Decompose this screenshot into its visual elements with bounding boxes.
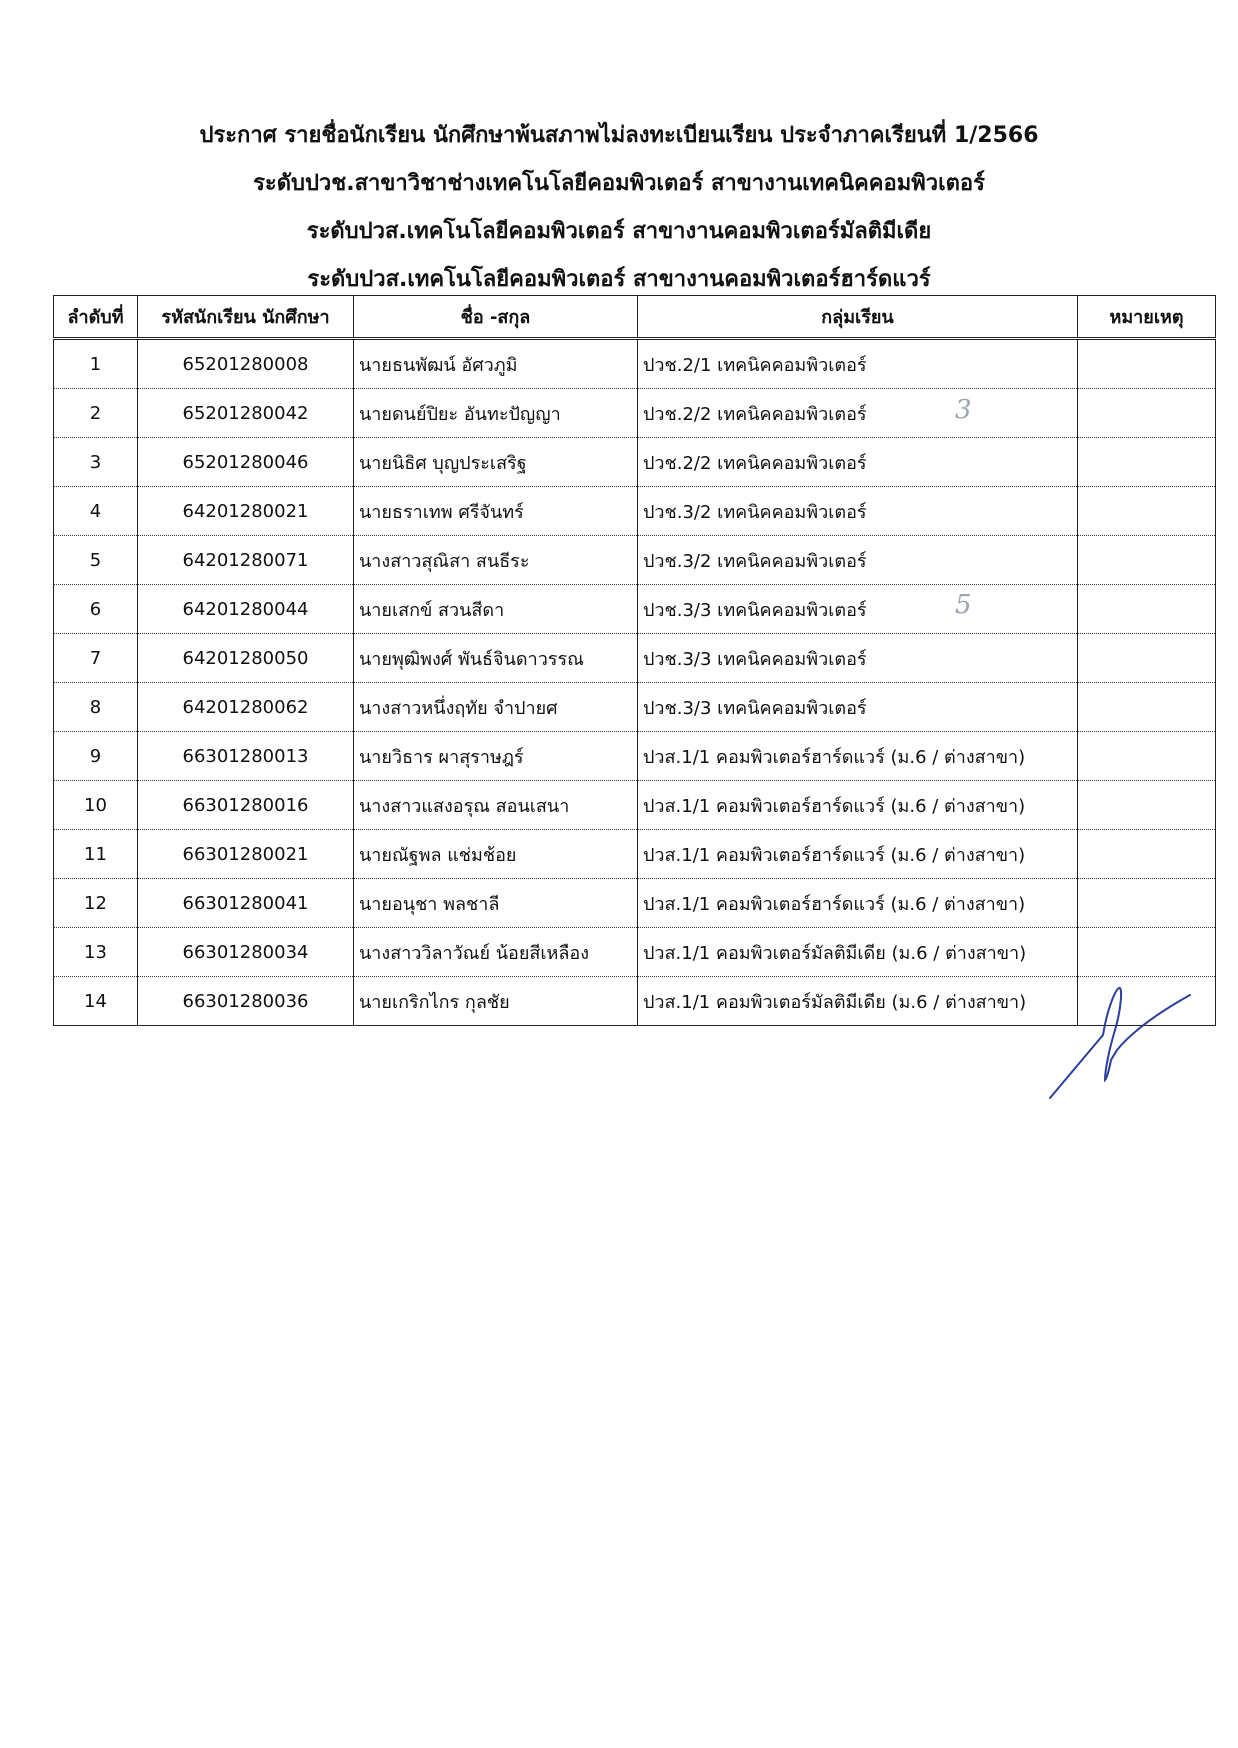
row-student-id: 66301280016 [138,781,354,830]
row-student-id: 64201280044 [138,585,354,634]
col-header-group: กลุ่มเรียน [638,296,1078,339]
row-class-group: ปวช.3/2 เทคนิคคอมพิวเตอร์ [638,536,1078,585]
pencil-mark: 5 [955,590,972,620]
row-student-id: 66301280041 [138,879,354,928]
subtitle-diploma-multimedia: ระดับปวส.เทคโนโลยีคอมพิวเตอร์ สาขางานคอมพิวเตอร์มัลติมีเดีย [306,219,932,244]
row-class-group: ปวส.1/1 คอมพิวเตอร์มัลติมีเดีย (ม.6 / ต่างสาขา) [638,977,1078,1026]
row-student-name: นางสาวหนึ่งฤทัย จำปายศ [354,683,638,732]
row-student-name: นายนิธิศ บุญประเสริฐ [354,438,638,487]
table-body [54,339,1216,1026]
row-student-id: 64201280050 [138,634,354,683]
table-row [54,339,1216,389]
table-row [54,977,1216,1026]
row-student-id: 66301280036 [138,977,354,1026]
row-order: 6 [54,585,138,634]
row-student-id: 64201280062 [138,683,354,732]
signature [1045,980,1195,1100]
row-class-group: ปวส.1/1 คอมพิวเตอร์ฮาร์ดแวร์ (ม.6 / ต่างสาขา) [638,732,1078,781]
row-class-group: ปวช.3/2 เทคนิคคอมพิวเตอร์ [638,487,1078,536]
row-order: 12 [54,879,138,928]
row-student-name: นางสาวแสงอรุณ สอนเสนา [354,781,638,830]
row-order: 3 [54,438,138,487]
row-student-id: 65201280046 [138,438,354,487]
row-student-id: 66301280013 [138,732,354,781]
row-student-name: นายอนุชา พลชาลี [354,879,638,928]
row-note [1078,585,1216,634]
row-note [1078,830,1216,879]
row-note [1078,879,1216,928]
row-order: 13 [54,928,138,977]
table-row [54,732,1216,781]
row-class-group: ปวส.1/1 คอมพิวเตอร์ฮาร์ดแวร์ (ม.6 / ต่างสาขา) [638,781,1078,830]
row-note [1078,389,1216,438]
row-student-id: 64201280021 [138,487,354,536]
row-student-id: 65201280008 [138,339,354,389]
table-row [54,389,1216,438]
row-student-name: นางสาววิลาวัณย์ น้อยสีเหลือง [354,928,638,977]
row-student-name: นายเกริกไกร กุลชัย [354,977,638,1026]
subtitle-diploma-hardware: ระดับปวส.เทคโนโลยีคอมพิวเตอร์ สาขางานคอมพิวเตอร์ฮาร์ดแวร์ [307,267,931,292]
row-class-group: ปวช.3/3 เทคนิคคอมพิวเตอร์ [638,585,1078,634]
table-row [54,781,1216,830]
row-order: 4 [54,487,138,536]
row-order: 5 [54,536,138,585]
row-note [1078,928,1216,977]
row-order: 9 [54,732,138,781]
row-student-id: 66301280034 [138,928,354,977]
row-order: 11 [54,830,138,879]
student-roster-table [53,295,1216,1026]
row-student-name: นายเสกข์ สวนสีดา [354,585,638,634]
document-header [0,112,1238,304]
row-student-id: 66301280021 [138,830,354,879]
table-row [54,536,1216,585]
row-student-name: นายธนพัฒน์ อัศวภูมิ [354,339,638,389]
row-order: 2 [54,389,138,438]
row-student-name: นายวิธาร ผาสุราษฎร์ [354,732,638,781]
row-student-name: นายธราเทพ ศรีจันทร์ [354,487,638,536]
table-row [54,928,1216,977]
row-order: 1 [54,339,138,389]
row-note [1078,487,1216,536]
table-row [54,830,1216,879]
row-note [1078,536,1216,585]
table-row [54,634,1216,683]
row-note [1078,732,1216,781]
row-class-group: ปวช.2/2 เทคนิคคอมพิวเตอร์ [638,438,1078,487]
row-class-group: ปวส.1/1 คอมพิวเตอร์ฮาร์ดแวร์ (ม.6 / ต่างสาขา) [638,879,1078,928]
announcement-title: ประกาศ รายชื่อนักเรียน นักศึกษาพ้นสภาพไม่ลงทะเบียนเรียน ประจำภาคเรียนที่ 1/2566 [199,123,1039,148]
row-student-id: 65201280042 [138,389,354,438]
subtitle-vocational-technician: ระดับปวช.สาขาวิชาช่างเทคโนโลยีคอมพิวเตอร์ สาขางานเทคนิคคอมพิวเตอร์ [253,171,985,196]
row-student-name: นางสาวสุณิสา สนธีระ [354,536,638,585]
table-row [54,487,1216,536]
table-row [54,879,1216,928]
row-class-group: ปวช.3/3 เทคนิคคอมพิวเตอร์ [638,683,1078,732]
row-note [1078,683,1216,732]
row-note [1078,438,1216,487]
row-order: 10 [54,781,138,830]
row-class-group: ปวช.2/2 เทคนิคคอมพิวเตอร์ [638,389,1078,438]
row-note [1078,339,1216,389]
row-class-group: ปวช.2/1 เทคนิคคอมพิวเตอร์ [638,339,1078,389]
row-student-name: นายดนย์ปิยะ อันทะปัญญา [354,389,638,438]
row-class-group: ปวส.1/1 คอมพิวเตอร์มัลติมีเดีย (ม.6 / ต่างสาขา) [638,928,1078,977]
row-student-id: 64201280071 [138,536,354,585]
col-header-order: ลำดับที่ [54,296,138,339]
row-class-group: ปวส.1/1 คอมพิวเตอร์ฮาร์ดแวร์ (ม.6 / ต่างสาขา) [638,830,1078,879]
table-row [54,585,1216,634]
row-class-group: ปวช.3/3 เทคนิคคอมพิวเตอร์ [638,634,1078,683]
header-row [54,296,1216,339]
row-note [1078,781,1216,830]
col-header-student-id: รหัสนักเรียน นักศึกษา [138,296,354,339]
row-student-name: นายณัฐพล แช่มช้อย [354,830,638,879]
table-header [54,296,1216,339]
row-note [1078,634,1216,683]
col-header-name: ชื่อ -สกุล [354,296,638,339]
row-order: 7 [54,634,138,683]
table-row [54,683,1216,732]
table-row [54,438,1216,487]
col-header-note: หมายเหตุ [1078,296,1216,339]
row-order: 14 [54,977,138,1026]
row-student-name: นายพุฒิพงศ์ พันธ์จินดาวรรณ [354,634,638,683]
row-order: 8 [54,683,138,732]
pencil-mark: 3 [955,395,972,425]
